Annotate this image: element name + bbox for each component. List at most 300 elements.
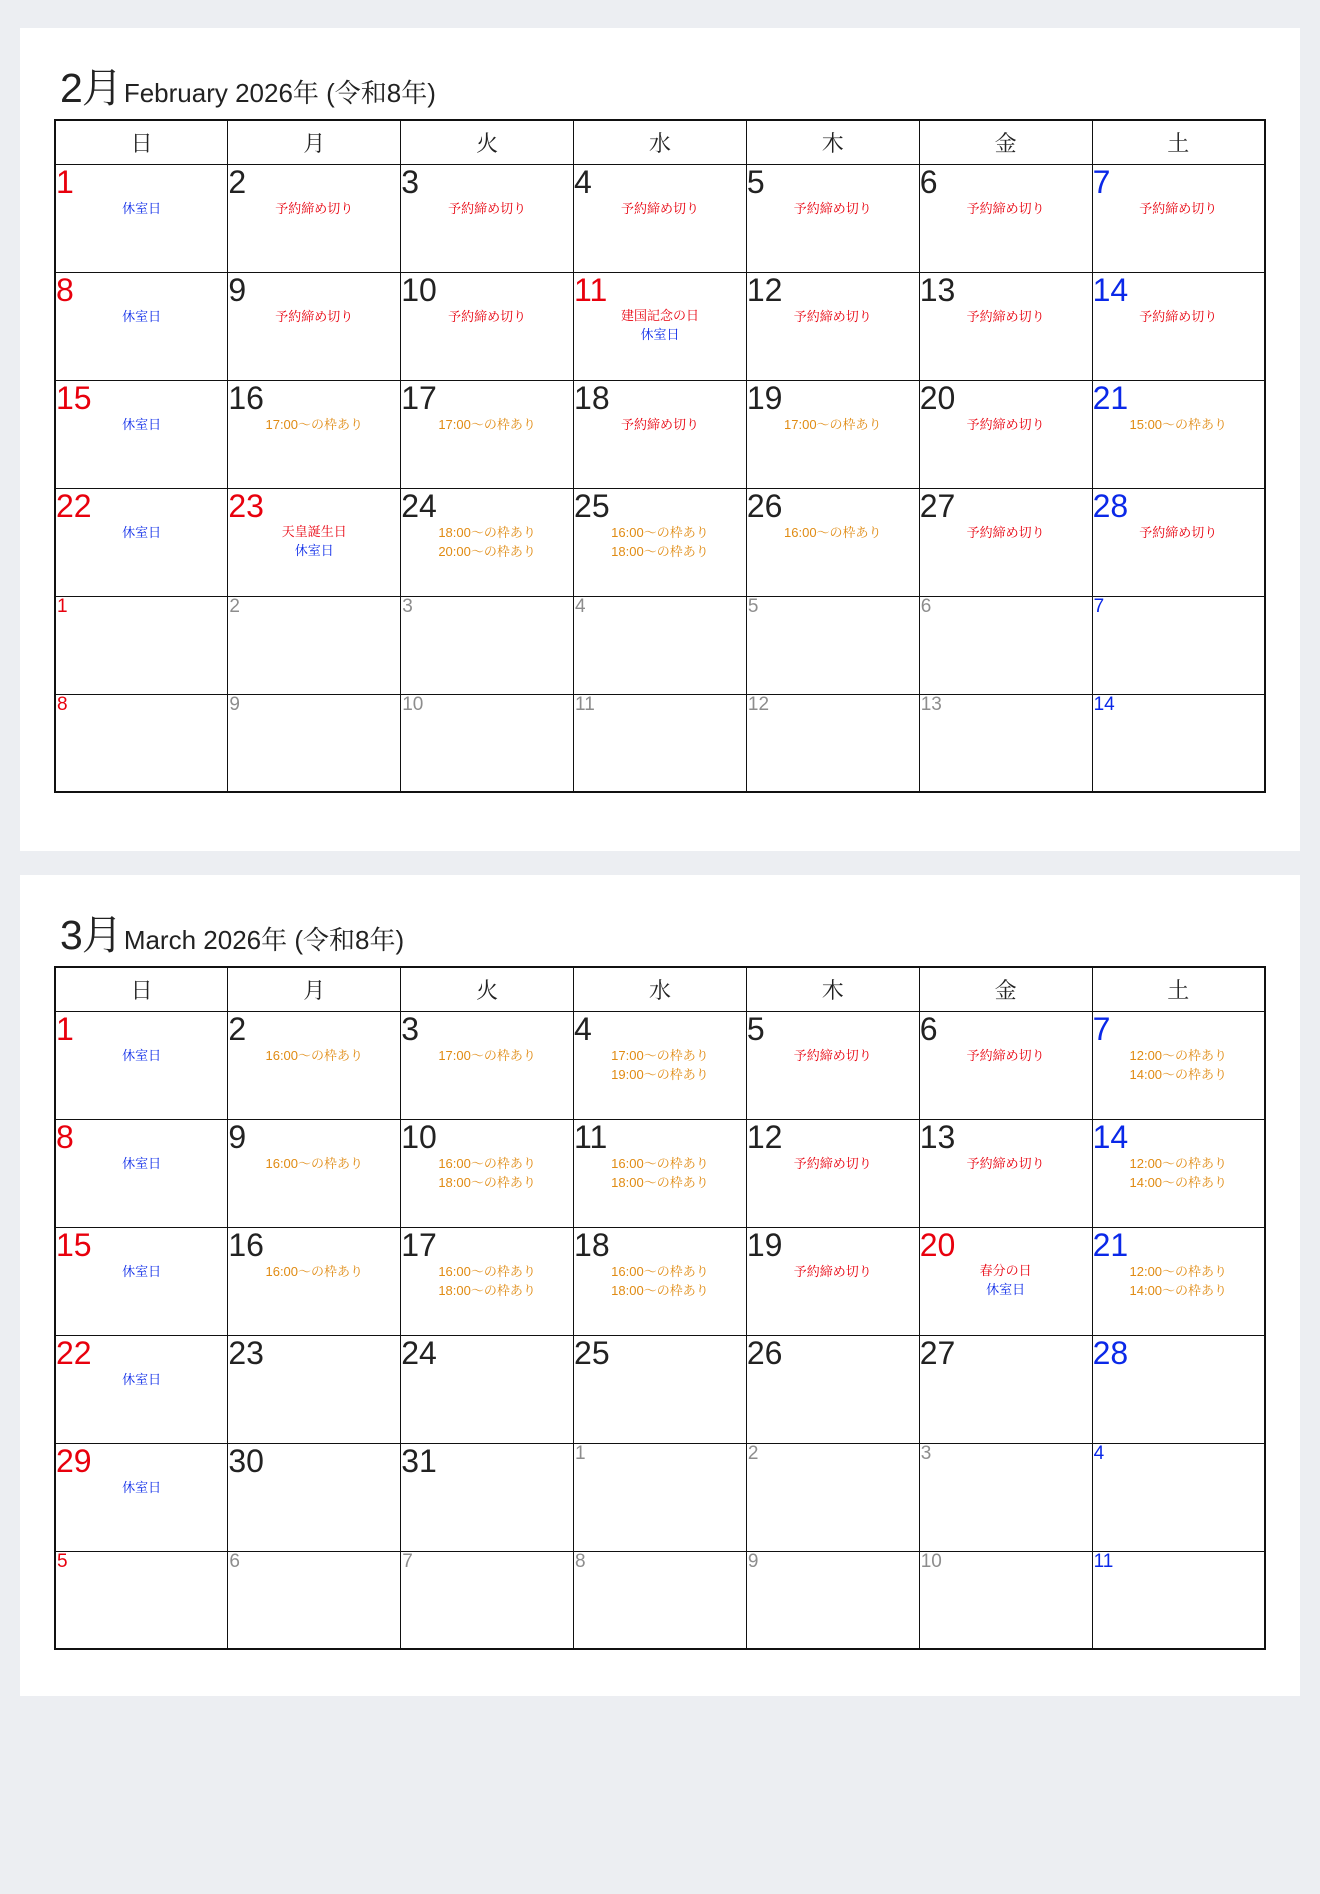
day-cell[interactable] <box>746 1011 919 1119</box>
day-note-slot: 14:00〜の枠あり <box>1129 1282 1228 1298</box>
day-number: 5 <box>746 163 765 200</box>
day-notes <box>747 1263 919 1281</box>
day-note-slot: 16:00〜の枠あり <box>265 1264 364 1280</box>
day-number: 6 <box>919 163 938 200</box>
month-label-en-year: February 2026年 (令和8年) <box>123 78 436 108</box>
day-number: 15 <box>56 1226 92 1263</box>
day-number: 4 <box>574 163 592 200</box>
day-note-slot: 17:00〜の枠あり <box>265 417 364 433</box>
day-note-closed: 休室日 <box>640 326 680 342</box>
day-cell[interactable] <box>746 272 919 380</box>
day-note-slot: 18:00〜の枠あり <box>611 543 709 559</box>
day-cell[interactable] <box>55 380 228 488</box>
day-cell[interactable] <box>574 488 747 596</box>
day-number: 3 <box>401 1010 419 1047</box>
day-cell[interactable] <box>919 596 1092 694</box>
day-notes <box>747 200 919 218</box>
day-number: 3 <box>920 1442 932 1464</box>
day-note-deadline: 予約締め切り <box>448 201 527 217</box>
day-number: 12 <box>747 693 770 715</box>
day-note-slot: 16:00〜の枠あり <box>611 525 709 541</box>
day-number: 26 <box>746 1334 783 1371</box>
day-cell[interactable] <box>746 1551 919 1649</box>
day-cell[interactable] <box>746 1335 919 1443</box>
day-notes <box>574 1263 746 1300</box>
day-cell[interactable] <box>919 694 1092 792</box>
day-note-deadline: 予約締め切り <box>966 201 1045 217</box>
day-number: 5 <box>747 595 759 617</box>
day-cell[interactable] <box>55 1227 228 1335</box>
day-note-slot: 18:00〜の枠あり <box>438 1174 536 1190</box>
day-note-closed: 休室日 <box>122 201 162 217</box>
day-note-slot: 16:00〜の枠あり <box>438 1156 536 1172</box>
day-note-slot: 17:00〜の枠あり <box>438 1048 536 1064</box>
week-row <box>55 1335 1265 1443</box>
day-number: 8 <box>575 1550 586 1572</box>
day-number: 6 <box>229 1550 240 1572</box>
day-notes <box>228 1047 400 1065</box>
day-cell[interactable] <box>228 380 401 488</box>
day-number: 17 <box>401 379 437 416</box>
day-number: 31 <box>401 1442 437 1479</box>
day-note-slot: 16:00〜の枠あり <box>611 1156 709 1172</box>
day-cell[interactable] <box>574 1335 747 1443</box>
day-number: 7 <box>1093 595 1105 617</box>
day-note-closed: 休室日 <box>122 525 162 541</box>
day-number: 6 <box>919 1010 938 1047</box>
day-number: 11 <box>575 693 595 715</box>
day-cell[interactable] <box>919 1551 1092 1649</box>
weekday-header-4: 木 <box>746 120 919 164</box>
calendar-page <box>20 875 1300 1696</box>
day-cell[interactable] <box>228 596 401 694</box>
day-number: 22 <box>56 487 92 524</box>
week-row <box>55 164 1265 272</box>
day-notes <box>56 1479 227 1497</box>
day-note-deadline: 予約締め切り <box>966 417 1045 433</box>
day-number: 29 <box>56 1442 92 1479</box>
day-cell[interactable] <box>55 164 228 272</box>
day-number: 7 <box>1092 1010 1111 1047</box>
day-cell[interactable] <box>228 1335 401 1443</box>
week-row <box>55 1227 1265 1335</box>
day-cell[interactable] <box>228 164 401 272</box>
day-cell[interactable] <box>574 164 747 272</box>
month-label-en-year: March 2026年 (令和8年) <box>123 925 405 955</box>
day-notes <box>228 200 400 218</box>
day-cell[interactable] <box>574 694 747 792</box>
day-note-deadline: 予約締め切り <box>966 1156 1045 1172</box>
week-row <box>55 380 1265 488</box>
weekday-header-6: 土 <box>1092 967 1265 1011</box>
day-note-deadline: 予約締め切り <box>793 201 872 217</box>
day-cell[interactable] <box>55 1443 228 1551</box>
day-number: 20 <box>919 379 956 416</box>
day-number: 12 <box>746 1118 783 1155</box>
day-cell[interactable] <box>55 488 228 596</box>
day-cell[interactable] <box>574 380 747 488</box>
day-note-slot: 17:00〜の枠あり <box>784 417 882 433</box>
day-notes <box>747 308 919 326</box>
weekday-header-6: 土 <box>1092 120 1265 164</box>
day-note-deadline: 予約締め切り <box>793 309 872 325</box>
weekday-header-2: 火 <box>401 120 574 164</box>
day-cell[interactable] <box>746 380 919 488</box>
day-notes <box>747 524 919 542</box>
day-notes <box>401 416 573 434</box>
day-notes <box>56 416 227 434</box>
day-number: 28 <box>1092 487 1129 524</box>
day-note-slot: 12:00〜の枠あり <box>1129 1156 1228 1172</box>
day-number: 1 <box>56 1010 74 1047</box>
day-note-deadline: 予約締め切り <box>966 309 1045 325</box>
day-number: 4 <box>575 595 586 617</box>
day-number: 21 <box>1092 1226 1129 1263</box>
day-note-slot: 18:00〜の枠あり <box>438 1282 536 1298</box>
day-notes <box>920 524 1092 542</box>
day-cell[interactable] <box>401 1227 574 1335</box>
day-note-slot: 18:00〜の枠あり <box>611 1174 709 1190</box>
day-note-slot: 17:00〜の枠あり <box>438 417 536 433</box>
weekday-header-2: 火 <box>401 967 574 1011</box>
day-note-holiday: 春分の日 <box>979 1263 1032 1279</box>
day-note-slot: 12:00〜の枠あり <box>1129 1048 1228 1064</box>
day-notes <box>1093 308 1264 326</box>
day-cell[interactable] <box>919 488 1092 596</box>
day-number: 18 <box>574 379 610 416</box>
day-cell[interactable] <box>1092 1443 1265 1551</box>
day-note-slot: 16:00〜の枠あり <box>611 1264 709 1280</box>
day-number: 26 <box>746 487 783 524</box>
day-cell[interactable] <box>574 596 747 694</box>
day-number: 9 <box>229 693 240 715</box>
day-number: 9 <box>747 1550 759 1572</box>
day-cell[interactable] <box>401 1119 574 1227</box>
day-cell[interactable] <box>919 1227 1092 1335</box>
day-note-closed: 休室日 <box>122 309 162 325</box>
day-note-deadline: 予約締め切り <box>275 309 354 325</box>
day-notes <box>920 308 1092 326</box>
day-cell[interactable] <box>746 694 919 792</box>
day-cell[interactable] <box>1092 1011 1265 1119</box>
day-cell[interactable] <box>1092 1227 1265 1335</box>
day-number: 25 <box>574 487 610 524</box>
day-notes <box>56 200 227 218</box>
day-number: 24 <box>401 1334 437 1371</box>
day-note-closed: 休室日 <box>122 1264 162 1280</box>
day-number: 10 <box>401 271 437 308</box>
day-number: 2 <box>228 163 247 200</box>
day-note-slot: 16:00〜の枠あり <box>784 525 882 541</box>
day-number: 16 <box>228 379 264 416</box>
day-cell[interactable] <box>1092 1119 1265 1227</box>
day-cell[interactable] <box>228 272 401 380</box>
day-cell[interactable] <box>574 1551 747 1649</box>
week-row <box>55 596 1265 694</box>
day-number: 13 <box>919 1118 956 1155</box>
day-cell[interactable] <box>401 596 574 694</box>
day-notes <box>56 524 227 542</box>
day-number: 3 <box>402 595 413 617</box>
day-note-deadline: 予約締め切り <box>1139 525 1218 541</box>
day-note-slot: 19:00〜の枠あり <box>611 1066 709 1082</box>
day-note-closed: 休室日 <box>986 1281 1026 1297</box>
day-number: 18 <box>574 1226 610 1263</box>
weekday-header-1: 月 <box>228 967 401 1011</box>
day-cell[interactable] <box>401 1011 574 1119</box>
weekday-header-5: 金 <box>919 967 1092 1011</box>
day-number: 27 <box>919 487 956 524</box>
day-cell[interactable] <box>1092 164 1265 272</box>
day-notes <box>1093 1263 1264 1300</box>
day-note-closed: 休室日 <box>122 417 162 433</box>
day-notes <box>56 1263 227 1281</box>
day-cell[interactable] <box>55 1011 228 1119</box>
day-cell[interactable] <box>574 1011 747 1119</box>
day-cell[interactable] <box>1092 596 1265 694</box>
day-number: 2 <box>229 595 240 617</box>
day-note-slot: 18:00〜の枠あり <box>438 525 536 541</box>
day-note-holiday: 建国記念の日 <box>620 308 699 324</box>
day-number: 10 <box>402 693 424 715</box>
day-cell[interactable] <box>55 1335 228 1443</box>
weekday-header-4: 木 <box>746 967 919 1011</box>
day-notes <box>920 1262 1092 1299</box>
day-cell[interactable] <box>919 1119 1092 1227</box>
day-cell[interactable] <box>401 488 574 596</box>
day-number: 22 <box>56 1334 92 1371</box>
day-note-deadline: 予約締め切り <box>793 1264 872 1280</box>
day-note-deadline: 予約締め切り <box>448 309 527 325</box>
day-cell[interactable] <box>746 596 919 694</box>
day-cell[interactable] <box>401 380 574 488</box>
day-note-slot: 16:00〜の枠あり <box>265 1156 364 1172</box>
day-notes <box>574 524 746 561</box>
day-cell[interactable] <box>919 1335 1092 1443</box>
day-note-slot: 18:00〜の枠あり <box>611 1282 709 1298</box>
day-notes <box>920 200 1092 218</box>
day-number: 3 <box>401 163 419 200</box>
day-number: 10 <box>920 1550 942 1572</box>
day-note-closed: 休室日 <box>122 1480 162 1496</box>
day-number: 10 <box>401 1118 437 1155</box>
day-cell[interactable] <box>919 164 1092 272</box>
day-note-deadline: 予約締め切り <box>1139 309 1218 325</box>
calendar-title <box>54 912 1266 958</box>
day-cell[interactable] <box>55 272 228 380</box>
week-row <box>55 1551 1265 1649</box>
day-cell[interactable] <box>574 272 747 380</box>
day-notes <box>920 1047 1092 1065</box>
day-cell[interactable] <box>401 164 574 272</box>
day-notes <box>56 308 227 326</box>
day-number: 13 <box>919 271 956 308</box>
day-cell[interactable] <box>746 1443 919 1551</box>
day-note-holiday: 天皇誕生日 <box>281 524 347 540</box>
day-notes <box>574 1047 746 1084</box>
day-notes <box>574 1155 746 1192</box>
day-notes <box>920 416 1092 434</box>
day-number: 14 <box>1093 693 1115 715</box>
week-row <box>55 694 1265 792</box>
day-number: 5 <box>57 1550 68 1572</box>
calendar-table <box>54 119 1266 793</box>
weekday-header-0: 日 <box>55 967 228 1011</box>
day-note-deadline: 予約締め切り <box>966 525 1045 541</box>
day-number: 9 <box>228 271 247 308</box>
day-cell[interactable] <box>1092 1335 1265 1443</box>
weekday-header-3: 水 <box>574 967 747 1011</box>
day-notes <box>401 200 573 218</box>
day-number: 23 <box>228 1334 264 1371</box>
day-number: 5 <box>746 1010 765 1047</box>
day-cell[interactable] <box>574 1119 747 1227</box>
day-note-closed: 休室日 <box>122 1048 162 1064</box>
day-number: 4 <box>574 1010 592 1047</box>
day-cell[interactable] <box>574 1443 747 1551</box>
day-notes <box>401 1155 573 1192</box>
day-number: 13 <box>920 693 942 715</box>
day-number: 14 <box>1092 271 1129 308</box>
day-cell[interactable] <box>919 1011 1092 1119</box>
day-number: 21 <box>1092 379 1129 416</box>
week-row <box>55 272 1265 380</box>
day-note-slot: 14:00〜の枠あり <box>1129 1174 1228 1190</box>
day-number: 25 <box>574 1334 610 1371</box>
day-cell[interactable] <box>401 1551 574 1649</box>
weekday-header-3: 水 <box>574 120 747 164</box>
weekday-header-1: 月 <box>228 120 401 164</box>
day-cell[interactable] <box>746 1119 919 1227</box>
day-note-closed: 休室日 <box>122 1156 162 1172</box>
day-notes <box>228 416 400 434</box>
day-notes <box>747 416 919 434</box>
day-cell[interactable] <box>228 1443 401 1551</box>
day-notes <box>747 1047 919 1065</box>
day-cell[interactable] <box>401 1335 574 1443</box>
day-notes <box>1093 416 1264 434</box>
day-number: 17 <box>401 1226 437 1263</box>
day-number: 27 <box>919 1334 956 1371</box>
day-cell[interactable] <box>919 1443 1092 1551</box>
day-note-deadline: 予約締め切り <box>620 417 699 433</box>
day-cell[interactable] <box>746 164 919 272</box>
day-number: 7 <box>1092 163 1111 200</box>
day-cell[interactable] <box>746 1227 919 1335</box>
day-note-deadline: 予約締め切り <box>1139 201 1218 217</box>
day-number: 1 <box>57 595 68 617</box>
day-note-slot: 20:00〜の枠あり <box>438 543 536 559</box>
day-note-deadline: 予約締め切り <box>275 201 354 217</box>
day-notes <box>1093 1155 1264 1192</box>
day-cell[interactable] <box>1092 694 1265 792</box>
day-cell[interactable] <box>919 380 1092 488</box>
day-number: 14 <box>1092 1118 1129 1155</box>
day-cell[interactable] <box>55 1119 228 1227</box>
day-number: 6 <box>920 595 932 617</box>
day-number: 20 <box>919 1226 956 1263</box>
day-note-deadline: 予約締め切り <box>620 201 699 217</box>
month-label-jp: 3月 <box>60 912 122 958</box>
day-number: 8 <box>56 271 74 308</box>
day-number: 11 <box>574 1118 608 1155</box>
day-number: 9 <box>228 1118 247 1155</box>
day-cell[interactable] <box>55 1551 228 1649</box>
day-note-slot: 16:00〜の枠あり <box>438 1264 536 1280</box>
day-number: 8 <box>56 1118 74 1155</box>
day-cell[interactable] <box>228 1227 401 1335</box>
day-cell[interactable] <box>55 694 228 792</box>
day-cell[interactable] <box>228 1011 401 1119</box>
day-notes <box>228 1155 400 1173</box>
day-note-deadline: 予約締め切り <box>793 1048 872 1064</box>
day-cell[interactable] <box>1092 1551 1265 1649</box>
day-note-slot: 16:00〜の枠あり <box>265 1048 364 1064</box>
day-note-deadline: 予約締め切り <box>966 1048 1045 1064</box>
day-notes <box>401 1263 573 1300</box>
day-notes <box>56 1155 227 1173</box>
day-note-slot: 14:00〜の枠あり <box>1129 1066 1228 1082</box>
weekday-header-row <box>55 120 1265 164</box>
day-number: 8 <box>57 693 68 715</box>
day-number: 11 <box>574 271 608 308</box>
month-label-jp: 2月 <box>60 65 122 111</box>
day-number: 30 <box>228 1442 264 1479</box>
day-number: 28 <box>1092 1334 1129 1371</box>
day-note-slot: 17:00〜の枠あり <box>611 1048 709 1064</box>
day-cell[interactable] <box>1092 272 1265 380</box>
day-note-deadline: 予約締め切り <box>793 1156 872 1172</box>
day-notes <box>228 1263 400 1281</box>
day-cell[interactable] <box>228 1119 401 1227</box>
day-cell[interactable] <box>401 272 574 380</box>
weekday-header-5: 金 <box>919 120 1092 164</box>
weekday-header-0: 日 <box>55 120 228 164</box>
day-cell[interactable] <box>55 596 228 694</box>
day-cell[interactable] <box>401 694 574 792</box>
day-number: 24 <box>401 487 437 524</box>
day-note-closed: 休室日 <box>294 542 334 558</box>
day-notes <box>574 200 746 218</box>
day-number: 19 <box>746 379 783 416</box>
day-cell[interactable] <box>919 272 1092 380</box>
day-cell[interactable] <box>574 1227 747 1335</box>
day-number: 16 <box>228 1226 264 1263</box>
day-number: 23 <box>228 487 264 524</box>
day-cell[interactable] <box>228 488 401 596</box>
day-note-slot: 15:00〜の枠あり <box>1129 417 1228 433</box>
day-cell[interactable] <box>1092 380 1265 488</box>
day-number: 1 <box>56 163 74 200</box>
calendar-title <box>54 65 1266 111</box>
day-notes <box>574 307 746 344</box>
week-row <box>55 488 1265 596</box>
day-cell[interactable] <box>401 1443 574 1551</box>
day-notes <box>1093 1047 1264 1084</box>
day-notes <box>401 308 573 326</box>
day-cell[interactable] <box>746 488 919 596</box>
week-row <box>55 1443 1265 1551</box>
day-cell[interactable] <box>228 1551 401 1649</box>
calendar-table <box>54 966 1266 1650</box>
day-notes <box>747 1155 919 1173</box>
day-cell[interactable] <box>228 694 401 792</box>
day-number: 11 <box>1093 1550 1114 1572</box>
day-cell[interactable] <box>1092 488 1265 596</box>
calendar-page <box>20 28 1300 851</box>
day-number: 4 <box>1093 1442 1105 1464</box>
day-number: 19 <box>746 1226 783 1263</box>
